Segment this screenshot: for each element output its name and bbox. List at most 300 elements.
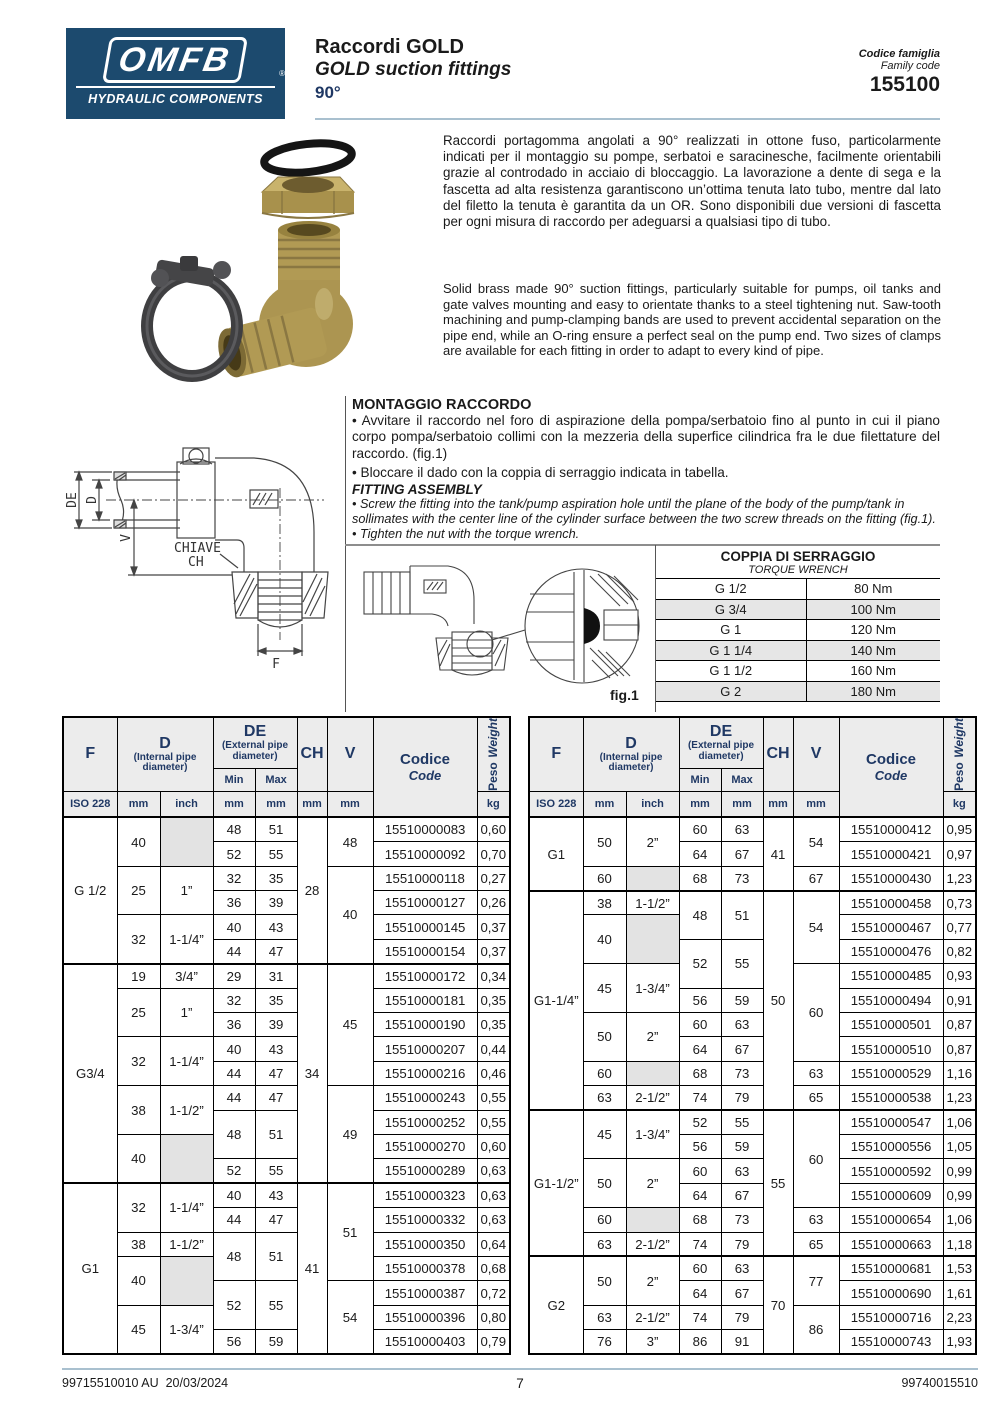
spec-cell: 67: [721, 842, 763, 866]
torque-value: 160 Nm: [806, 661, 940, 682]
spec-cell: 1-1/2”: [160, 1086, 213, 1135]
family-code-block: [700, 48, 940, 97]
spec-table-left: [62, 716, 511, 1355]
registered-mark: ®: [279, 69, 285, 78]
spec-cell: 50: [583, 817, 626, 866]
unit-mm: mm: [327, 791, 373, 817]
spec-cell: 0,34: [477, 964, 510, 988]
spec-cell: 0,80: [477, 1305, 510, 1329]
spec-cell: 67: [721, 1281, 763, 1305]
assembly-title-en: FITTING ASSEMBLY: [352, 482, 482, 498]
spec-cell: 25: [117, 988, 160, 1037]
spec-cell: 40: [117, 1256, 160, 1305]
spec-cell: 0,73: [943, 891, 976, 915]
spec-cell: 15510000378: [373, 1256, 477, 1280]
steel-clamp: [147, 256, 237, 376]
spec-cell: 55: [255, 1159, 297, 1183]
spec-cell: 15510000350: [373, 1232, 477, 1256]
col-header-f: F: [63, 717, 117, 791]
spec-cell: 39: [255, 891, 297, 915]
torque-table: [656, 546, 940, 702]
spec-cell: [626, 1061, 679, 1085]
spec-cell: 44: [213, 939, 255, 963]
spec-cell: 70: [763, 1256, 793, 1354]
unit-mm: mm: [763, 791, 793, 817]
spec-cell: 47: [255, 1208, 297, 1232]
spec-cell: 15510000332: [373, 1208, 477, 1232]
torque-thread-size: G 3/4: [656, 599, 806, 620]
fig1-drawing: [352, 548, 657, 712]
spec-cell: 60: [679, 1159, 721, 1183]
spec-cell: 50: [763, 891, 793, 1111]
torque-thread-size: G 1/2: [656, 579, 806, 600]
spec-cell: 15510000403: [373, 1330, 477, 1354]
spec-cell: 43: [255, 1037, 297, 1061]
spec-cell: 60: [793, 1110, 839, 1208]
spec-cell: 63: [583, 1232, 626, 1256]
spec-cell: 49: [327, 1086, 373, 1184]
spec-cell: 55: [255, 842, 297, 866]
col-header-ch: CH: [297, 717, 327, 791]
spec-cell: 0,63: [477, 1159, 510, 1183]
logo-divider: [76, 86, 275, 88]
spec-cell: 3”: [626, 1330, 679, 1354]
spec-cell: 44: [213, 1208, 255, 1232]
spec-cell: 0,35: [477, 988, 510, 1012]
spec-cell: 0,91: [943, 988, 976, 1012]
unit-mm: mm: [213, 791, 255, 817]
spec-cell: 39: [255, 1013, 297, 1037]
spec-cell: 25: [117, 866, 160, 915]
spec-cell: 60: [583, 866, 626, 890]
spec-cell: G 1/2: [63, 817, 117, 963]
spec-cell: 63: [793, 1208, 839, 1232]
spec-cell: 52: [679, 939, 721, 988]
spec-cell: 15510000510: [839, 1037, 943, 1061]
spec-cell: 0,93: [943, 964, 976, 988]
spec-cell: 60: [679, 1013, 721, 1037]
assembly-instructions: [352, 397, 940, 542]
spec-cell: 15510000181: [373, 988, 477, 1012]
footer-right-code: 99740015510: [901, 1376, 978, 1390]
footer-doc-code: 99715510010 AU: [62, 1376, 159, 1390]
unit-mm: mm: [679, 791, 721, 817]
spec-cell: 15510000216: [373, 1061, 477, 1085]
spec-cell: 15510000476: [839, 939, 943, 963]
spec-cell: 74: [679, 1305, 721, 1329]
spec-cell: 0,87: [943, 1013, 976, 1037]
spec-cell: 15510000716: [839, 1305, 943, 1329]
spec-cell: 73: [721, 866, 763, 890]
spec-cell: 3/4”: [160, 964, 213, 988]
unit-mm: mm: [583, 791, 626, 817]
spec-cell: 15510000421: [839, 842, 943, 866]
spec-cell: 48: [213, 817, 255, 841]
spec-cell: G1-1/2”: [529, 1110, 583, 1256]
title-angle: 90°: [315, 83, 341, 102]
spec-cell: 15510000494: [839, 988, 943, 1012]
unit-iso: ISO 228: [63, 791, 117, 817]
spec-cell: 15510000538: [839, 1086, 943, 1110]
spec-cell: 1,18: [943, 1232, 976, 1256]
spec-cell: 43: [255, 915, 297, 939]
spec-cell: 35: [255, 988, 297, 1012]
spec-cell: 65: [793, 1232, 839, 1256]
spec-cell: 2”: [626, 817, 679, 866]
spec-cell: 32: [213, 988, 255, 1012]
family-code: 155100: [869, 73, 940, 96]
spec-cell: 1-1/4”: [160, 1183, 213, 1232]
spec-cell: 15510000190: [373, 1013, 477, 1037]
spec-cell: 1”: [160, 988, 213, 1037]
spec-cell: 15510000467: [839, 915, 943, 939]
spec-cell: 1,06: [943, 1110, 976, 1134]
spec-cell: 52: [213, 842, 255, 866]
spec-cell: 36: [213, 891, 255, 915]
spec-cell: 67: [721, 1037, 763, 1061]
col-header-min: Min: [213, 768, 255, 791]
col-header-d: D (Internal pipe diameter): [117, 717, 213, 791]
spec-cell: 51: [255, 1110, 297, 1159]
spec-cell: 40: [213, 1183, 255, 1207]
spec-cell: 48: [679, 891, 721, 940]
spec-cell: 0,79: [477, 1330, 510, 1354]
spec-cell: 2”: [626, 1256, 679, 1305]
spec-cell: [626, 866, 679, 890]
spec-cell: 45: [327, 964, 373, 1086]
spec-cell: 0,72: [477, 1281, 510, 1305]
spec-cell: 47: [255, 1086, 297, 1110]
unit-inch: inch: [160, 791, 213, 817]
assembly-bullet2-it: • Bloccare il dado con la coppia di serraggio indicata in tabella.: [352, 465, 729, 481]
spec-cell: 79: [721, 1305, 763, 1329]
spec-cell: 2”: [626, 1013, 679, 1062]
unit-inch: inch: [626, 791, 679, 817]
spec-cell: 15510000556: [839, 1135, 943, 1159]
torque-value: 120 Nm: [806, 620, 940, 641]
spec-cell: 56: [679, 1135, 721, 1159]
spec-cell: 59: [721, 988, 763, 1012]
spec-cell: 15510000743: [839, 1330, 943, 1354]
spec-cell: 1,61: [943, 1281, 976, 1305]
spec-cell: 2-1/2”: [626, 1232, 679, 1256]
torque-value: 140 Nm: [806, 640, 940, 661]
dim-label-f: F: [272, 657, 280, 672]
spec-cell: 76: [583, 1330, 626, 1354]
spec-cell: G2: [529, 1256, 583, 1354]
spec-cell: 0,87: [943, 1037, 976, 1061]
spec-table-right: [528, 716, 977, 1355]
spec-cell: 77: [793, 1256, 839, 1305]
spec-cell: 59: [255, 1330, 297, 1354]
spec-cell: 15510000323: [373, 1183, 477, 1207]
spec-cell: 40: [327, 866, 373, 964]
spec-cell: 79: [721, 1232, 763, 1256]
spec-cell: 1,06: [943, 1208, 976, 1232]
spec-cell: 79: [721, 1086, 763, 1110]
spec-cell: 15510000145: [373, 915, 477, 939]
col-header-codice: Codice Code: [373, 717, 477, 817]
spec-cell: 28: [297, 817, 327, 963]
spec-cell: 63: [721, 1159, 763, 1183]
spec-cell: 68: [679, 1208, 721, 1232]
intro-paragraph-it: Raccordi portagomma angolati a 90° realizzati in ottone fuso, particolarmente indicati per il montaggio su pompe, serbatoi e saracinesche, facilmente orientabili grazie al controdado in acciaio di bloccaggio. La lavorazione a dente di sega e la fascetta ad alta resistenza garantiscono un’ottima tenuta lato tubo, mentre dal lato del filetto la tenuta è garantita da un OR. Sono disponibili due versioni di fascetta per ogni misura di raccordo per adeguarsi a qualsiasi tipo di tubo.: [443, 133, 941, 230]
spec-cell: 54: [327, 1281, 373, 1354]
spec-cell: 0,60: [477, 1135, 510, 1159]
spec-cell: 32: [117, 915, 160, 964]
assembly-title-it: MONTAGGIO RACCORDO: [352, 397, 532, 413]
spec-cell: 0,99: [943, 1159, 976, 1183]
spec-cell: [160, 1256, 213, 1305]
spec-cell: 0,95: [943, 817, 976, 841]
spec-cell: 64: [679, 1037, 721, 1061]
spec-cell: G3/4: [63, 964, 117, 1184]
col-header-de: DE (External pipe diameter): [679, 717, 763, 768]
spec-cell: 0,82: [943, 939, 976, 963]
footer: [62, 1376, 978, 1391]
spec-cell: 59: [721, 1135, 763, 1159]
title-italian: Raccordi GOLD: [315, 36, 464, 58]
spec-cell: 0,44: [477, 1037, 510, 1061]
spec-cell: 73: [721, 1208, 763, 1232]
spec-cell: 40: [583, 915, 626, 964]
spec-cell: 15510000083: [373, 817, 477, 841]
torque-value: 180 Nm: [806, 681, 940, 702]
spec-cell: 15510000270: [373, 1135, 477, 1159]
spec-cell: 2-1/2”: [626, 1305, 679, 1329]
spec-cell: 0,35: [477, 1013, 510, 1037]
spec-cell: 45: [583, 1110, 626, 1159]
spec-cell: 51: [255, 1232, 297, 1281]
spec-cell: 52: [679, 1110, 721, 1134]
spec-cell: 54: [793, 817, 839, 866]
torque-value: 80 Nm: [806, 579, 940, 600]
dim-label-v: V: [119, 534, 134, 542]
spec-cell: 40: [213, 1037, 255, 1061]
spec-cell: 1,23: [943, 866, 976, 890]
spec-cell: 41: [763, 817, 793, 890]
spec-cell: 63: [721, 1013, 763, 1037]
o-ring-detail: [584, 608, 600, 644]
spec-cell: G1-1/4”: [529, 891, 583, 1111]
assembly-bullet1-en: • Screw the fitting into the tank/pump aspiration hole until the plane of the body of the pump/tank in sollimates with the center line of the cylinder surface between the two screw threads on the fitting (fig.1).: [352, 497, 936, 527]
intro-paragraph-en: Solid brass made 90° suction fittings, particularly suitable for pumps, oil tanks and gate valves mounting and easy to orientate thanks to a steel tightening nut. Saw-tooth machining and pump-clamping bands are used to prevent accidental separation on the pipe end, while an O-ring ensure a perfect seal on the pump end. Two sizes of clamps are available for each fitting in order to adapt to every kind of pipe.: [443, 281, 941, 359]
spec-cell: 15510000485: [839, 964, 943, 988]
spec-cell: 40: [213, 915, 255, 939]
footer-rule: [62, 1368, 978, 1370]
spec-cell: 55: [721, 1110, 763, 1134]
spec-cell: 35: [255, 866, 297, 890]
spec-cell: 67: [721, 1183, 763, 1207]
spec-cell: 1-1/2”: [626, 891, 679, 915]
spec-cell: 15510000412: [839, 817, 943, 841]
page-title-block: [315, 36, 511, 103]
spec-cell: 0,77: [943, 915, 976, 939]
spec-cell: 1-1/4”: [160, 915, 213, 964]
spec-cell: 1”: [160, 866, 213, 915]
spec-cell: 60: [793, 964, 839, 1062]
unit-mm: mm: [721, 791, 763, 817]
spec-cell: 91: [721, 1330, 763, 1354]
spec-cell: 0,99: [943, 1183, 976, 1207]
spec-cell: 1-3/4”: [626, 964, 679, 1013]
spec-cell: 19: [117, 964, 160, 988]
col-header-d: D (Internal pipe diameter): [583, 717, 679, 791]
spec-cell: 64: [679, 1183, 721, 1207]
spec-cell: 0,97: [943, 842, 976, 866]
omfb-logo: [66, 28, 285, 119]
spec-cell: 45: [583, 964, 626, 1013]
spec-cell: 50: [583, 1159, 626, 1208]
unit-mm: mm: [793, 791, 839, 817]
spec-cell: 48: [213, 1232, 255, 1281]
spec-cell: 44: [213, 1086, 255, 1110]
col-header-f: F: [529, 717, 583, 791]
spec-cell: 1-1/2”: [160, 1232, 213, 1256]
spec-cell: 1,23: [943, 1086, 976, 1110]
spec-cell: 15510000547: [839, 1110, 943, 1134]
spec-cell: [626, 915, 679, 964]
dim-label-de: DE: [65, 492, 80, 508]
spec-cell: 0,55: [477, 1086, 510, 1110]
unit-kg: kg: [477, 791, 510, 817]
spec-cell: 55: [255, 1281, 297, 1330]
spec-cell: 68: [679, 1061, 721, 1085]
col-header-peso: Peso Weight: [477, 717, 510, 791]
spec-cell: 0,60: [477, 817, 510, 841]
spec-cell: 63: [721, 817, 763, 841]
spec-cell: 0,68: [477, 1256, 510, 1280]
spec-cell: 55: [721, 939, 763, 988]
spec-cell: 0,55: [477, 1110, 510, 1134]
unit-kg: kg: [943, 791, 976, 817]
spec-cell: 15510000681: [839, 1256, 943, 1280]
torque-thread-size: G 1 1/2: [656, 661, 806, 682]
spec-cell: 32: [213, 866, 255, 890]
technical-drawing: [62, 428, 345, 712]
spec-cell: 32: [117, 1183, 160, 1232]
spec-cell: 55: [763, 1110, 793, 1256]
spec-cell: 60: [583, 1208, 626, 1232]
spec-cell: 56: [213, 1330, 255, 1354]
unit-mm: mm: [255, 791, 297, 817]
spec-cell: 15510000207: [373, 1037, 477, 1061]
spec-cell: 1,93: [943, 1330, 976, 1354]
spec-cell: 63: [583, 1305, 626, 1329]
dim-label-chiave: CHIAVE: [174, 541, 221, 556]
spec-cell: 45: [117, 1305, 160, 1354]
spec-cell: 15510000609: [839, 1183, 943, 1207]
spec-cell: 63: [583, 1086, 626, 1110]
spec-cell: 86: [793, 1305, 839, 1354]
spec-cell: 15510000154: [373, 939, 477, 963]
spec-cell: 52: [213, 1281, 255, 1330]
assembly-bullet1-it: • Avvitare il raccordo nel foro di aspirazione della pompa/serbatoio fino al punto in cui il piano corpo pompa/serbatoio collimi con la mezzeria della superfice cilindrica fra le due filettature del raccordo. (fig.1): [352, 413, 940, 461]
spec-cell: 60: [679, 1256, 721, 1280]
divider-vertical-left: [345, 396, 346, 712]
logo-text: OMFB: [116, 40, 235, 79]
spec-cell: G1: [63, 1183, 117, 1354]
torque-title-it: COPPIA DI SERRAGGIO: [720, 549, 876, 564]
footer-page-number: 7: [516, 1376, 524, 1391]
spec-cell: 15510000387: [373, 1281, 477, 1305]
unit-mm: mm: [297, 791, 327, 817]
spec-cell: 60: [679, 817, 721, 841]
spec-cell: 40: [117, 817, 160, 866]
spec-cell: 64: [679, 842, 721, 866]
spec-cell: 29: [213, 964, 255, 988]
spec-cell: 50: [583, 1256, 626, 1305]
family-label-en: Family code: [880, 60, 940, 72]
spec-cell: 0,37: [477, 939, 510, 963]
spec-cell: 1-1/4”: [160, 1037, 213, 1086]
col-header-v: V: [793, 717, 839, 791]
col-header-min: Min: [679, 768, 721, 791]
header-rule: [315, 118, 940, 120]
spec-cell: 2”: [626, 1159, 679, 1208]
torque-thread-size: G 1 1/4: [656, 640, 806, 661]
spec-cell: 15510000690: [839, 1281, 943, 1305]
spec-cell: 0,37: [477, 915, 510, 939]
spec-cell: [626, 1208, 679, 1232]
spec-cell: 47: [255, 1061, 297, 1085]
spec-cell: 38: [583, 891, 626, 915]
footer-date: 20/03/2024: [165, 1376, 229, 1390]
spec-cell: 32: [117, 1037, 160, 1086]
spec-cell: 86: [679, 1330, 721, 1354]
spec-cell: 44: [213, 1061, 255, 1085]
col-header-ch: CH: [763, 717, 793, 791]
spec-cell: 15510000663: [839, 1232, 943, 1256]
col-header-de: DE (External pipe diameter): [213, 717, 297, 768]
spec-cell: 1,53: [943, 1256, 976, 1280]
product-photo: [130, 128, 440, 390]
spec-cell: 50: [583, 1013, 626, 1062]
spec-cell: 15510000458: [839, 891, 943, 915]
spec-cell: 0,64: [477, 1232, 510, 1256]
spec-cell: 73: [721, 1061, 763, 1085]
unit-mm: mm: [117, 791, 160, 817]
spec-cell: 68: [679, 866, 721, 890]
spec-cell: 0,63: [477, 1208, 510, 1232]
torque-value: 100 Nm: [806, 599, 940, 620]
spec-cell: 15510000092: [373, 842, 477, 866]
col-header-codice: Codice Code: [839, 717, 943, 817]
spec-cell: 41: [297, 1183, 327, 1354]
spec-cell: 15510000592: [839, 1159, 943, 1183]
spec-cell: 15510000127: [373, 891, 477, 915]
spec-cell: 56: [679, 988, 721, 1012]
spec-cell: 43: [255, 1183, 297, 1207]
spec-cell: 15510000430: [839, 866, 943, 890]
col-header-max: Max: [255, 768, 297, 791]
spec-cell: 1-3/4”: [160, 1305, 213, 1354]
unit-iso: ISO 228: [529, 791, 583, 817]
spec-cell: 15510000172: [373, 964, 477, 988]
spec-cell: 48: [213, 1110, 255, 1159]
spec-cell: 36: [213, 1013, 255, 1037]
spec-cell: 15510000654: [839, 1208, 943, 1232]
spec-cell: 60: [583, 1061, 626, 1085]
title-english: GOLD suction fittings: [315, 59, 512, 80]
spec-cell: 74: [679, 1086, 721, 1110]
torque-thread-size: G 2: [656, 681, 806, 702]
spec-cell: 1,05: [943, 1135, 976, 1159]
torque-thread-size: G 1: [656, 620, 806, 641]
spec-cell: 47: [255, 939, 297, 963]
spec-cell: 63: [721, 1256, 763, 1280]
spec-cell: 51: [327, 1183, 373, 1281]
